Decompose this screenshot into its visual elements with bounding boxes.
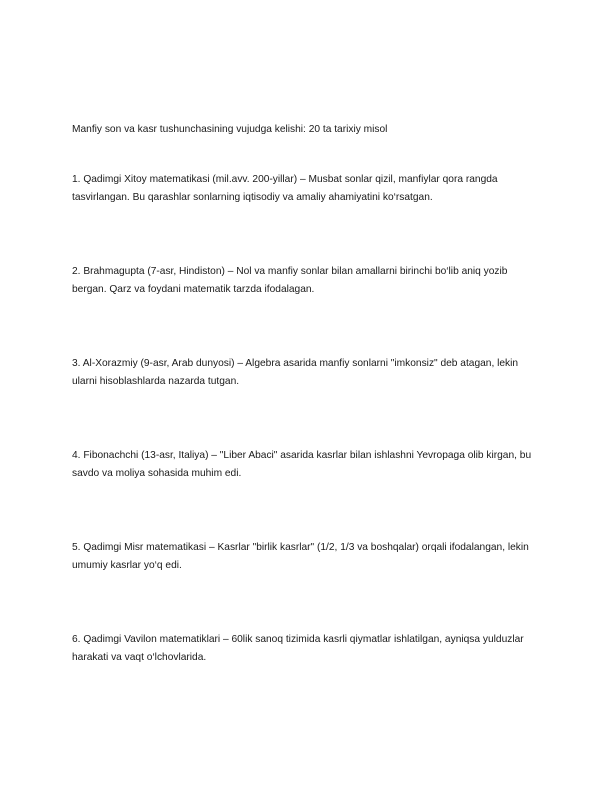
paragraph-4: 4. Fibonachchi (13-asr, Italiya) – "Liber Abaci" asarida kasrlar bilan ishlashni Yevropaga olib kirgan, bu savdo va moliya sohasida muhim edi. bbox=[72, 450, 532, 479]
paragraph-6: 6. Qadimgi Vavilon matematiklari – 60lik sanoq tizimida kasrli qiymatlar ishlatilgan, ayniqsa yulduzlar harakati va vaqt o‘lchovlarida. bbox=[72, 634, 524, 663]
paragraph-3: 3. Al-Xorazmiy (9-asr, Arab dunyosi) – Algebra asarida manfiy sonlarni "imkonsiz" deb atagan, lekin ularni hisoblashlarda nazarda tutgan. bbox=[72, 358, 519, 387]
document-title: Manfiy son va kasr tushunchasining vujudga kelishi: 20 ta tarixiy misol bbox=[72, 124, 388, 135]
paragraph-5: 5. Qadimgi Misr matematikasi – Kasrlar "birlik kasrlar" (1/2, 1/3 va boshqalar) orqali ifodalangan, lekin umumiy kasrlar yo‘q edi. bbox=[72, 542, 529, 571]
paragraph-2: 2. Brahmagupta (7-asr, Hindiston) – Nol va manfiy sonlar bilan amallarni birinchi bo‘lib aniq yozib bergan. Qarz va foydani matematik tarzda ifodalagan. bbox=[72, 266, 508, 295]
paragraph-1: 1. Qadimgi Xitoy matematikasi (mil.avv. 200-yillar) – Musbat sonlar qizil, manfiylar qora rangda tasvirlangan. Bu qarashlar sonlarning iqtisodiy va amaliy ahamiyatini ko‘rsatgan. bbox=[72, 174, 498, 203]
